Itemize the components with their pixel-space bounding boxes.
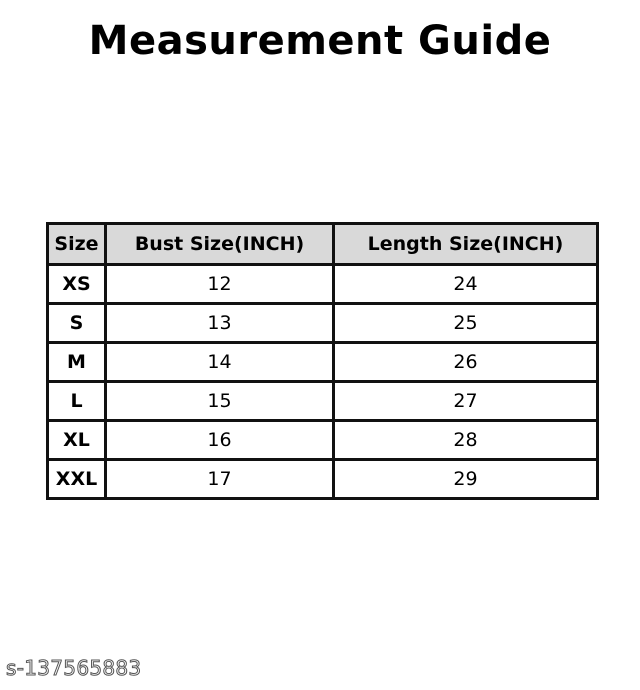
table-row [48, 343, 598, 382]
table-header-row [48, 224, 598, 265]
length-cell: 25 [334, 304, 598, 343]
size-cell: L [48, 382, 106, 421]
length-cell: 28 [334, 421, 598, 460]
column-header-length: Length Size(INCH) [334, 224, 598, 265]
length-cell: 26 [334, 343, 598, 382]
watermark-text: s-137565883 [6, 656, 142, 680]
column-header-bust: Bust Size(INCH) [106, 224, 334, 265]
page-title: Measurement Guide [88, 18, 552, 64]
length-cell: 27 [334, 382, 598, 421]
table-row [48, 265, 598, 304]
length-cell: 29 [334, 460, 598, 499]
size-cell: XL [48, 421, 106, 460]
bust-cell: 16 [106, 421, 334, 460]
bust-cell: 17 [106, 460, 334, 499]
bust-cell: 13 [106, 304, 334, 343]
measurement-table [46, 222, 599, 500]
table-row [48, 460, 598, 499]
size-cell: S [48, 304, 106, 343]
size-cell: XXL [48, 460, 106, 499]
table-row [48, 421, 598, 460]
table-row [48, 304, 598, 343]
table-row [48, 382, 598, 421]
bust-cell: 15 [106, 382, 334, 421]
size-cell: XS [48, 265, 106, 304]
length-cell: 24 [334, 265, 598, 304]
bust-cell: 14 [106, 343, 334, 382]
column-header-size: Size [48, 224, 106, 265]
size-cell: M [48, 343, 106, 382]
bust-cell: 12 [106, 265, 334, 304]
